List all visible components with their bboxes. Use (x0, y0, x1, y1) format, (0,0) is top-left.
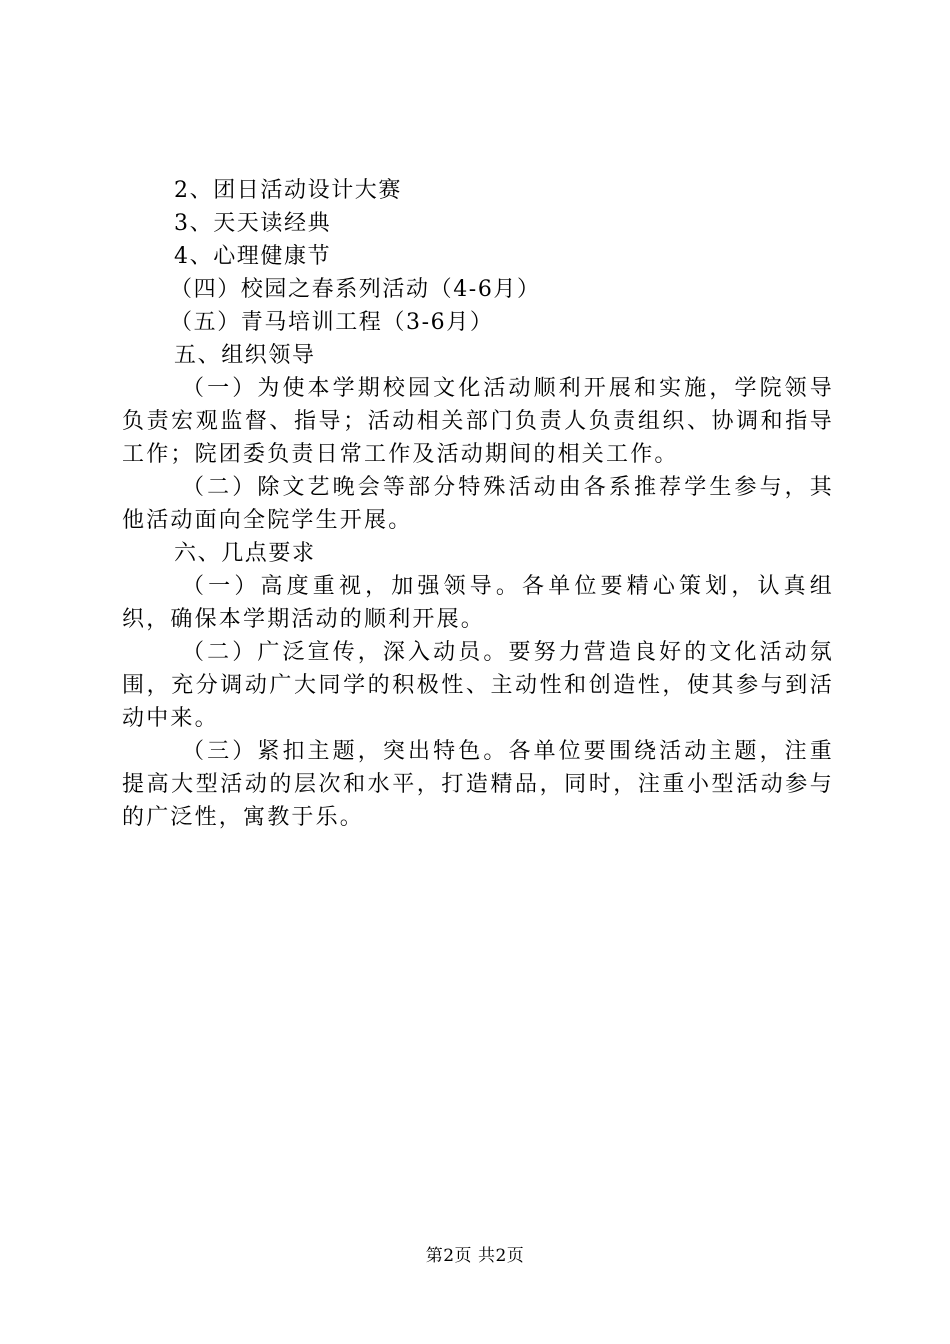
paragraph-participation: （二）除文艺晚会等部分特殊活动由各系推荐学生参与，其他活动面向全院学生开展。 (122, 475, 834, 533)
list-item-reading-classics: 3、天天读经典 (174, 211, 332, 236)
section-qingma-training: （五）青马培训工程（3-6月） (170, 310, 494, 335)
list-item-mental-health: 4、心理健康节 (174, 244, 332, 269)
page-footer: 第2页 共2页 (425, 1246, 525, 1266)
paragraph-leadership: （一）为使本学期校园文化活动顺利开展和实施，学院领导负责宏观监督、指导；活动相关部门负责人负责组织、协调和指导工作；院团委负责日常工作及活动期间的相关工作。 (122, 376, 834, 467)
heading-requirements: 六、几点要求 (174, 541, 316, 566)
section-campus-spring: （四）校园之春系列活动（4-6月） (170, 277, 541, 302)
paragraph-requirement-1: （一）高度重视，加强领导。各单位要精心策划，认真组织，确保本学期活动的顺利开展。 (122, 574, 834, 632)
document-body (122, 174, 834, 834)
heading-organization: 五、组织领导 (174, 343, 316, 368)
paragraph-requirement-3: （三）紧扣主题，突出特色。各单位要围绕活动主题，注重提高大型活动的层次和水平，打造精品，同时，注重小型活动参与的广泛性，寓教于乐。 (122, 739, 834, 830)
paragraph-requirement-2: （二）广泛宣传，深入动员。要努力营造良好的文化活动氛围，充分调动广大同学的积极性、主动性和创造性，使其参与到活动中来。 (122, 640, 834, 731)
list-item-contest: 2、团日活动设计大赛 (174, 178, 402, 203)
